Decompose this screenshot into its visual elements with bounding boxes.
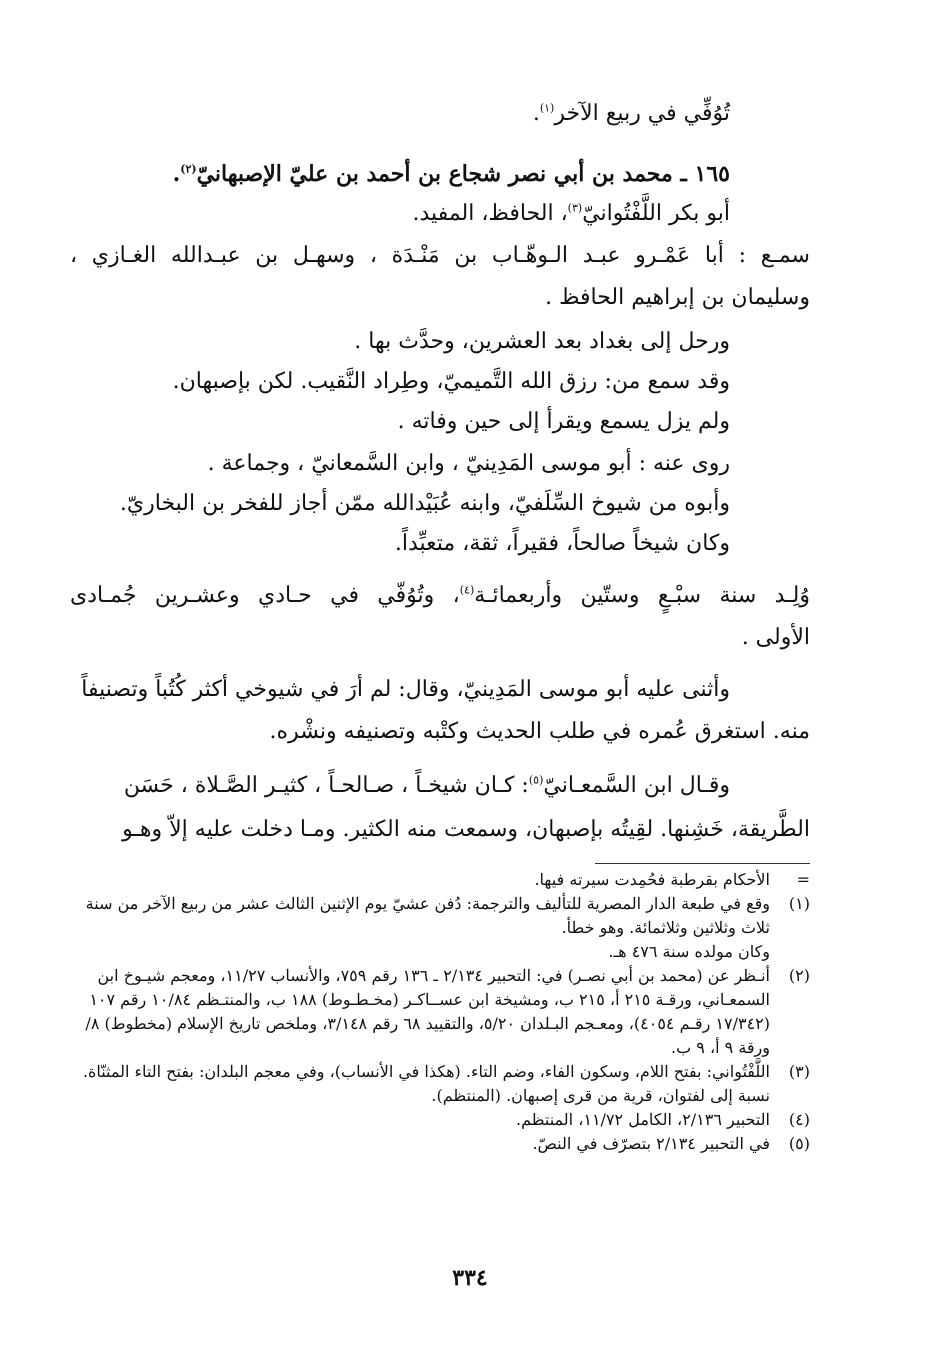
footnote-text: الأحكام بقرطبة فحُمِدت سيرته فيها. — [534, 870, 770, 889]
text-line: وسليمان بن إبراهيم الحافظ . — [545, 285, 810, 310]
footnote-number: (١) — [788, 894, 810, 913]
text-line: ورحل إلى بغداد بعد العشرين، وحدَّث بها . — [354, 329, 730, 354]
footnote-text: أنـظر عن (محمد بن أبي نصـر) في: التحبير ٢/١٣٤ ـ ١٣٦ رقم ٧٥٩، والأنساب ١١/٢٧، ومعجم شيـوخ ابن السمعـاني، ورقـة ٢١٥ أ، ٢١٥ ب، ومشيخة ابن عســاكـر (مخـطـوط) ١٨٨ ب، والمنتـظم ١٠/٨٤ رقم ١٠٧ (١٧/٣٤٢ رقـم ٤٠٥٤)، ومعـجم البـلدان ٥/٢٠، والتقييد ٦٨ رقم ٣/١٤٨، وملخص تاريخ الإسلام (مخطوط) ٨/ ورقة ٩ أ، ٩ ب. — [85, 966, 770, 1057]
text-line: أبو بكر اللَّفْتُوانيّ$^{(٣)}$، الحافظ، المفيد. — [412, 201, 730, 226]
footnote — [70, 964, 810, 1060]
text-line: الأولى . — [741, 625, 810, 650]
text-line: وأبوه من شيوخ السِّلَفيّ، وابنه عُبَيْدالله ممّن أجاز للفخر بن البخاريّ. — [119, 491, 730, 516]
text-line: روى عنه : أبو موسى المَدِينيّ ، وابن السَّمعانيّ ، وجماعة . — [207, 451, 730, 476]
text-line: الطَّريقة، خَشِنها. لقِيتُه بإصبهان، وسمعت منه الكثير. ومـا دخلت عليه إلاّ وهـو — [122, 817, 810, 842]
footnote-number — [770, 940, 810, 964]
footnote-text: وكان مولده سنة ٤٧٦ هـ. — [608, 942, 770, 961]
text-line: سمـع : أبا عَمْـرو عبـد الـوهّـاب بن مَنْـدَة ، وسهـل بن عبـدالله الغـازي ، — [70, 243, 810, 268]
text-line: وُلِـد سنة سبْـعٍ وستّين وأربعمائـة$^{(٤)}$، وتُوُفّي في حـادي وعشـرين جُمـادى — [70, 583, 810, 608]
text-line: وكان شيخاً صالحاً، فقيراً، ثقة، متعبِّداً. — [394, 531, 730, 556]
footnote-number: (٣) — [788, 1062, 810, 1081]
footnote-text: وقع في طبعة الدار المصرية للتأليف والترجمة: دُفن عشيّ يوم الإثنين الثالث عشر من ربيع الآخر من سنة ثلاث وثلاثين وثلاثمائة. وهو خطأ. — [85, 894, 770, 937]
entry-heading: ١٦٥ ـ محمد بن أبي نصر شجاع بن أحمد بن عليّ الإصبهانيّ$^{(٢)}$. — [172, 161, 730, 187]
page-number: ٣٣٤ — [452, 1265, 488, 1291]
footnote — [70, 868, 810, 892]
footnote-text: اللَّفْتُواني: بفتح اللام، وسكون الفاء، وضم التاء. (هكذا في الأنساب)، وفي معجم البلدان: بفتح التاء المثنّاة. نسبة إلى لفتوان، قرية من قرى إصبهان. (المنتظم). — [82, 1062, 770, 1105]
footnote — [70, 892, 810, 940]
text-line: وأثنى عليه أبو موسى المَدِينيّ، وقال: لم أرَ في شيوخي أكثر كُتُباً وتصنيفاً — [81, 677, 730, 702]
footnote — [70, 1108, 810, 1132]
text-line: وقـال ابن السَّمعـانيّ$^{(٥)}$: كـان شيخـاً ، صـالحـاً ، كثيـر الصَّـلاة ، حَسَن — [123, 773, 730, 798]
text-line: منه. استغرق عُمره في طلب الحديث وكتْبه وتصنيفه ونشْره. — [269, 719, 810, 744]
footnote-text: التحبير ٢/١٣٦، الكامل ١١/٧٢، المنتظم. — [516, 1110, 770, 1129]
text-line: تُوُفِّي في ربيع الآخر$^{(١)}$. — [532, 101, 730, 126]
text-line: ولم يزل يسمع ويقرأ إلى حين وفاته . — [397, 409, 730, 434]
footnote-text: في التحبير ٢/١٣٤ بتصرّف في النصّ. — [532, 1134, 770, 1153]
footnote-number: (٢) — [788, 966, 810, 985]
footnote — [70, 1060, 810, 1108]
footnote-number: = — [796, 870, 810, 889]
footnote-divider — [595, 863, 810, 864]
footnote-number: (٤) — [788, 1110, 810, 1129]
footnotes — [70, 868, 810, 1156]
footnote-number: (٥) — [788, 1134, 810, 1153]
footnote — [70, 940, 810, 964]
footnote — [70, 1132, 810, 1156]
text-line: وقد سمع من: رزق الله التَّميميّ، وطِراد النَّقيب. لكن بإصبهان. — [172, 369, 730, 394]
